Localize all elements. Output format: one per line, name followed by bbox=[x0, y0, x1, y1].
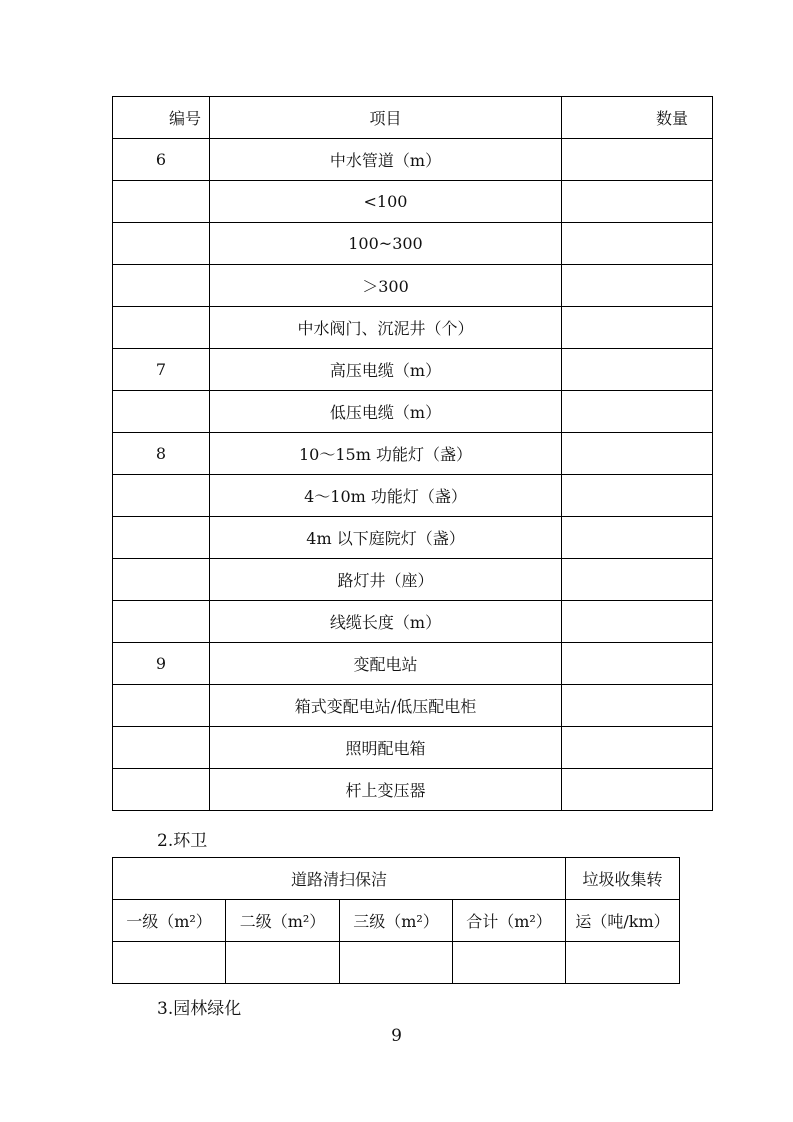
row-quantity bbox=[562, 727, 713, 769]
row-number bbox=[113, 769, 210, 811]
row-item: 高压电缆（m） bbox=[210, 349, 562, 391]
row-item: 线缆长度（m） bbox=[210, 601, 562, 643]
row-number: 7 bbox=[113, 349, 210, 391]
table-row bbox=[113, 433, 713, 475]
subheader-level1: 一级（m²） bbox=[113, 900, 226, 942]
row-item: 杆上变压器 bbox=[210, 769, 562, 811]
row-number bbox=[113, 391, 210, 433]
table-row bbox=[113, 559, 713, 601]
page-number: 9 bbox=[391, 1026, 402, 1046]
header-number: 编号 bbox=[113, 97, 210, 139]
header-quantity: 数量 bbox=[562, 97, 713, 139]
facilities-quantity-table bbox=[112, 96, 713, 811]
row-number bbox=[113, 475, 210, 517]
row-number bbox=[113, 265, 210, 307]
row-item: 4m 以下庭院灯（盏） bbox=[210, 517, 562, 559]
table-row bbox=[113, 349, 713, 391]
table-row bbox=[113, 685, 713, 727]
subheader-level3: 三级（m²） bbox=[340, 900, 453, 942]
row-number bbox=[113, 559, 210, 601]
row-quantity bbox=[562, 307, 713, 349]
section-heading-landscaping: 3.园林绿化 bbox=[157, 999, 242, 1019]
row-number bbox=[113, 727, 210, 769]
table-row bbox=[113, 391, 713, 433]
row-item: 10～15m 功能灯（盏） bbox=[210, 433, 562, 475]
section-heading-sanitation: 2.环卫 bbox=[157, 831, 208, 851]
row-quantity bbox=[562, 223, 713, 265]
row-item: 箱式变配电站/低压配电柜 bbox=[210, 685, 562, 727]
table-row bbox=[113, 517, 713, 559]
row-quantity bbox=[562, 769, 713, 811]
row-number bbox=[113, 601, 210, 643]
cell-empty bbox=[453, 942, 566, 984]
table-row bbox=[113, 475, 713, 517]
table-row bbox=[113, 942, 680, 984]
table-row bbox=[113, 181, 713, 223]
row-quantity bbox=[562, 391, 713, 433]
row-quantity bbox=[562, 517, 713, 559]
row-item: 路灯井（座） bbox=[210, 559, 562, 601]
table-header-row bbox=[113, 97, 713, 139]
group-header-road-cleaning: 道路清扫保洁 bbox=[113, 858, 566, 900]
row-item: <100 bbox=[210, 181, 562, 223]
row-item: 100~300 bbox=[210, 223, 562, 265]
header-item: 项目 bbox=[210, 97, 562, 139]
row-number: 6 bbox=[113, 139, 210, 181]
row-number bbox=[113, 517, 210, 559]
table-row bbox=[113, 643, 713, 685]
row-quantity bbox=[562, 475, 713, 517]
row-quantity bbox=[562, 349, 713, 391]
cell-empty bbox=[566, 942, 680, 984]
sanitation-table bbox=[112, 857, 680, 984]
table-row bbox=[113, 223, 713, 265]
table-row bbox=[113, 727, 713, 769]
row-quantity bbox=[562, 265, 713, 307]
row-number bbox=[113, 223, 210, 265]
subheader-total: 合计（m²） bbox=[453, 900, 566, 942]
row-number bbox=[113, 307, 210, 349]
row-number bbox=[113, 181, 210, 223]
row-item: 中水阀门、沉泥井（个） bbox=[210, 307, 562, 349]
table-row bbox=[113, 265, 713, 307]
row-number bbox=[113, 685, 210, 727]
row-quantity bbox=[562, 643, 713, 685]
table-subheader-row bbox=[113, 900, 680, 942]
row-item: 照明配电箱 bbox=[210, 727, 562, 769]
row-quantity bbox=[562, 685, 713, 727]
cell-empty bbox=[340, 942, 453, 984]
table-row bbox=[113, 601, 713, 643]
row-quantity bbox=[562, 181, 713, 223]
table-header-row bbox=[113, 858, 680, 900]
header-garbage-line2: 运（吨/km） bbox=[566, 900, 680, 942]
row-quantity bbox=[562, 601, 713, 643]
row-quantity bbox=[562, 559, 713, 601]
row-number: 9 bbox=[113, 643, 210, 685]
row-item: 低压电缆（m） bbox=[210, 391, 562, 433]
row-quantity bbox=[562, 433, 713, 475]
row-item: 变配电站 bbox=[210, 643, 562, 685]
row-number: 8 bbox=[113, 433, 210, 475]
row-item: ＞300 bbox=[210, 265, 562, 307]
row-quantity bbox=[562, 139, 713, 181]
row-item: 中水管道（m） bbox=[210, 139, 562, 181]
subheader-level2: 二级（m²） bbox=[226, 900, 340, 942]
table-row bbox=[113, 139, 713, 181]
header-garbage-line1: 垃圾收集转 bbox=[566, 858, 680, 900]
row-item: 4～10m 功能灯（盏） bbox=[210, 475, 562, 517]
table-row bbox=[113, 769, 713, 811]
table-row bbox=[113, 307, 713, 349]
cell-empty bbox=[226, 942, 340, 984]
cell-empty bbox=[113, 942, 226, 984]
